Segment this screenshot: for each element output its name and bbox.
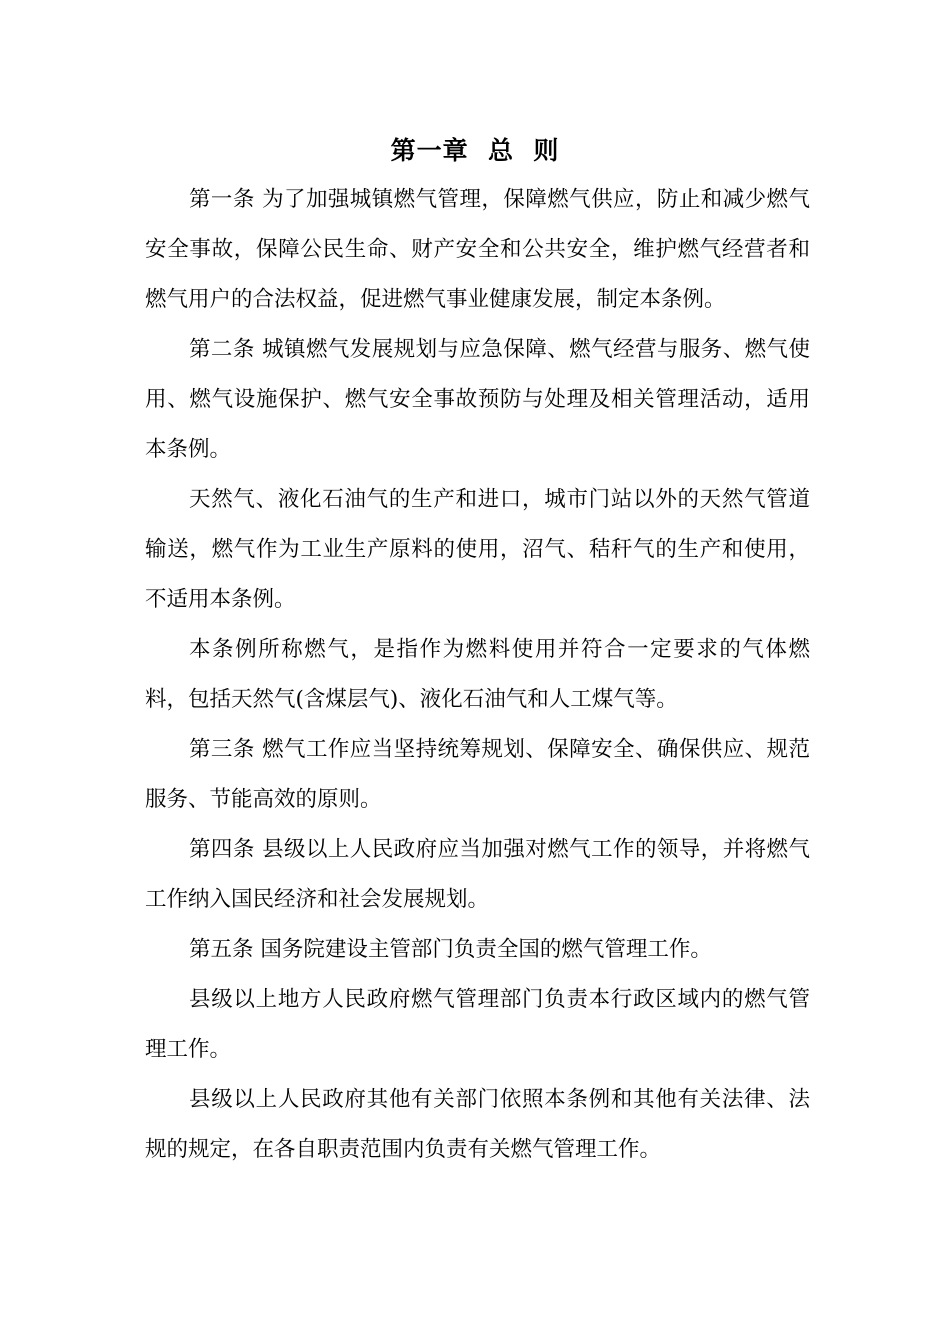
article-2-definition-paragraph: 本条例所称燃气，是指作为燃料使用并符合一定要求的气体燃料，包括天然气(含煤层气)、液化石油气和人工煤气等。: [145, 637, 810, 712]
article-1-paragraph: 第一条 为了加强城镇燃气管理，保障燃气供应，防止和减少燃气安全事故，保障公民生命、财产安全和公共安全，维护燃气经营者和燃气用户的合法权益，促进燃气事业健康发展，制定本条例。: [145, 187, 810, 312]
article-4-paragraph: 第四条 县级以上人民政府应当加强对燃气工作的领导，并将燃气工作纳入国民经济和社会发展规划。: [145, 837, 810, 912]
article-3-paragraph: 第三条 燃气工作应当坚持统筹规划、保障安全、确保供应、规范服务、节能高效的原则。: [145, 737, 810, 812]
article-2-exclusion-paragraph: 天然气、液化石油气的生产和进口，城市门站以外的天然气管道输送，燃气作为工业生产原料的使用，沼气、秸秆气的生产和使用，不适用本条例。: [145, 487, 810, 612]
article-2-paragraph: 第二条 城镇燃气发展规划与应急保障、燃气经营与服务、燃气使用、燃气设施保护、燃气安全事故预防与处理及相关管理活动，适用本条例。: [145, 337, 810, 462]
article-5-other-departments-paragraph: 县级以上人民政府其他有关部门依照本条例和其他有关法律、法规的规定，在各自职责范围内负责有关燃气管理工作。: [145, 1087, 810, 1162]
chapter-title: 第一章 总 则: [390, 136, 560, 165]
article-5-paragraph: 第五条 国务院建设主管部门负责全国的燃气管理工作。: [189, 937, 712, 962]
article-5-local-paragraph: 县级以上地方人民政府燃气管理部门负责本行政区域内的燃气管理工作。: [145, 987, 810, 1062]
body-text: [145, 175, 810, 1175]
